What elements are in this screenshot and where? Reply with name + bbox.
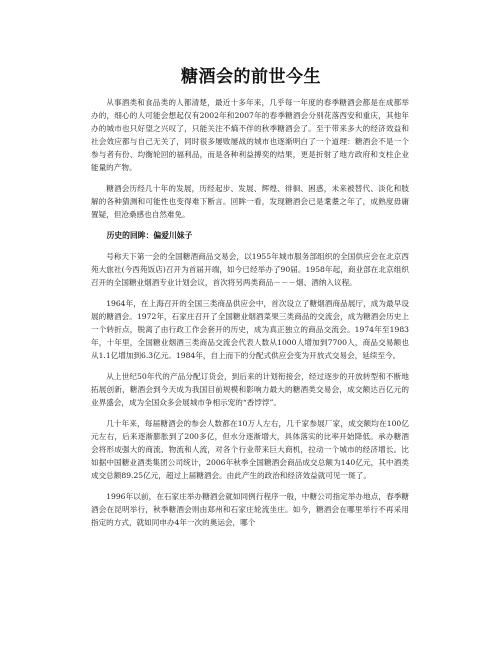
history-paragraph-3: 从上世纪50年代的产品分配订货会，到后来的计划衔接会，经过逐步的开放转型和不断地拓展创新，糖酒会到今天成为我国目前规模和影响力最大的糖酒类交易会，成交额达百亿元的业界盛会，成为全国众多会展城市争相示宠的“香饽饽”。 [91, 372, 409, 407]
intro-paragraph-1: 从事酒类和食品类的人都清楚，最近十多年来，几乎每一年度的春季糖酒会都是在成都举办的，细心的人可能会想起仅有2002年和2007年的春季糖酒会分别花落西安和重庆，其他年办的城市也只好望之兴叹了，只能关注不熵不伴的秋季糖酒会了。至于带来多大的经济效益和社会效应都与自己无关了，同时很多屡败屡战的城市也逐渐明白了一个道理：糖酒会不是一个参与者有份、均衡轮回的福利品，而是各种利益搏奕的结果，更是折射了地方政府和支柱企业能量的产物。 [91, 98, 409, 172]
document-title: 糖酒会的前世今生 [181, 67, 321, 87]
section-heading: 历史的回眸：偏爱川妹子 [106, 231, 193, 240]
document-body [91, 96, 409, 537]
history-paragraph-5: 1996年以前，在石家庄举办糖酒会就如同例行程序一般，中糖公司指定举办地点，春季糖酒会在昆明举行，秋季糖酒会则由郑州和石家庄轮流坐庄。如今，糖酒会在哪里举行不再采用指定的方式，就如同申办4年一次的奥运会，哪个 [91, 492, 409, 527]
history-paragraph-4: 几十年来，每届糖酒会的参会人数都在10万人左右，几千家参展厂家，成交额均在100亿元左右，后来逐渐膨胀到了200多亿，但水分逐渐增大，具体落实的比率开始降低。承办糖酒会将形成强大的商流、物流和人流，对各个行业带来巨大商机，拉动一个城市的经济增长。比如据中国糖业酒类集团公司统计，2006年秋季全国糖酒会商品成交总额为140亿元，其中酒类成交总额89.25亿元，超过上届糖酒会。由此产生的政治和经济效益就可见一斑了。 [91, 419, 409, 480]
intro-paragraph-2: 糖酒会历经几十年的发展，历经起步、发展、辉煌、徘徊、困惑，未来被替代、淡化和肢解的各种猜测和可能性也变得难下断言。回眸一看，发现糖酒会已是耄耋之年了，成熟度毋庸置疑，但沧桑感也自然难免。 [91, 184, 409, 219]
history-paragraph-2: 1964年，在上海召开的全国三类商品供应会中，首次设立了糖烟酒商品展厅，成为最早设展的糖酒会。1972年，石家庄召开了全国糖业烟酒菜果三类商品的交流会，成为糖酒会历史上一个转折点，脱离了由行政工作会套开的历史，成为真正独立的商品交流会。1974年至1983年，十年里，全国糖业烟酒三类商品交流会代表人数从1000人增加到7700人，商品交易额也从1.1亿增加到6.3亿元。1984年，自上而下的分配式供应会变为开放式交易会，延续至今。 [91, 299, 409, 360]
history-paragraph-1: 号称天下第一会的全国糖酒商品交易会，以1955年城市服务部组织的全国供应会在北京西苑大旅社(今西苑饭店)召开为首届开端，如今已经举办了90届。1958年起，商业部在北京组织召开的全国糖业烟酒专业计划会议，首次将另两类商品－－－烟、酒纳入议程。 [91, 252, 409, 287]
